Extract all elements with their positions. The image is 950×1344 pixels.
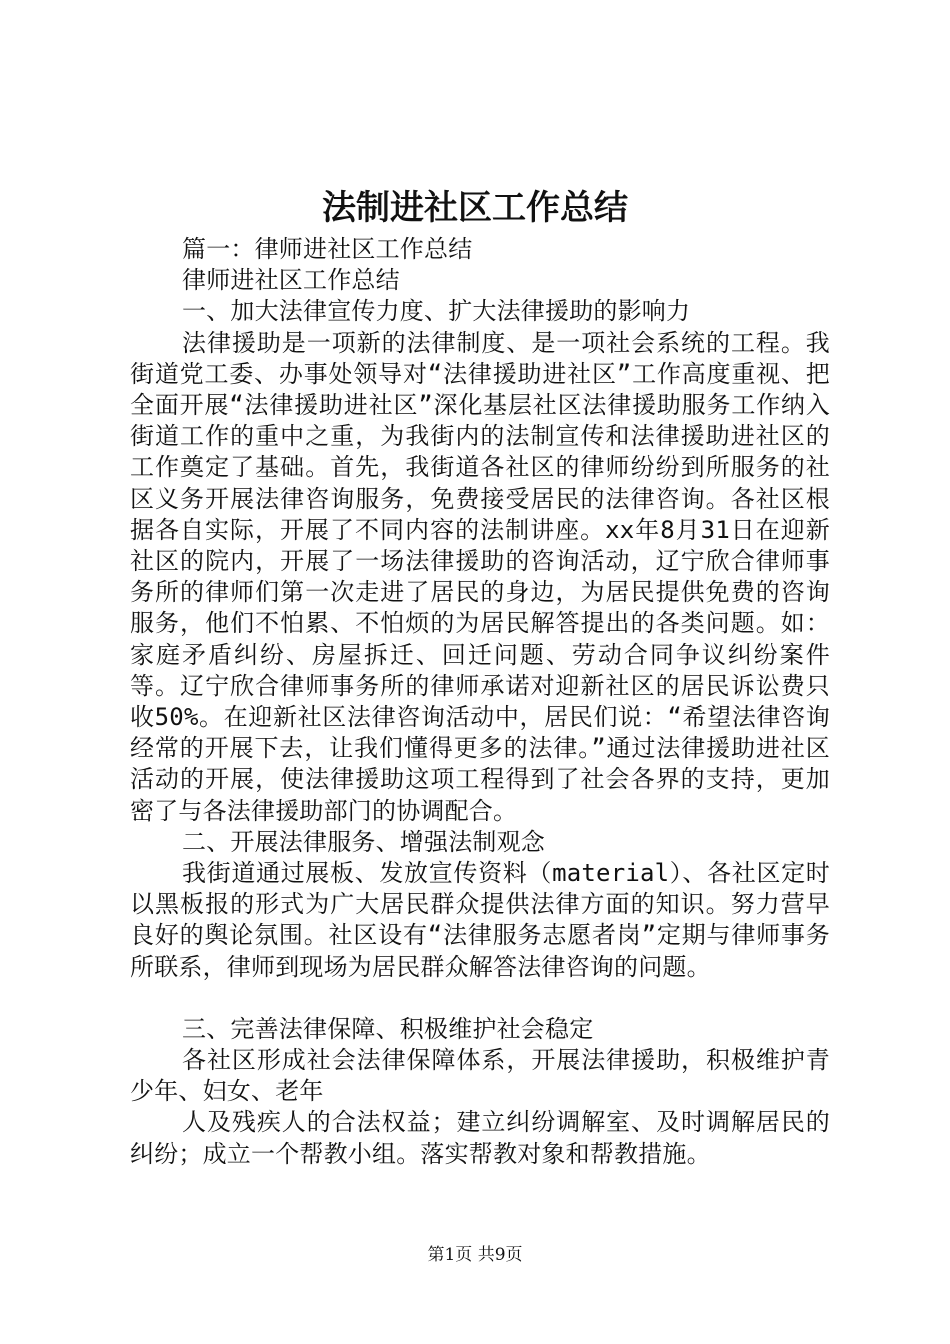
document-body [130,234,830,1170]
body-paragraph: 人及残疾人的合法权益；建立纠纷调解室、及时调解居民的纠纷；成立一个帮教小组。落实帮教对象和帮教措施。 [130,1108,830,1168]
section-heading: 篇一：律师进社区工作总结 [182,235,473,263]
document-title: 法制进社区工作总结 [322,188,628,228]
section-heading: 一、加大法律宣传力度、扩大法律援助的影响力 [182,297,691,326]
body-paragraph: 法律援助是一项新的法律制度、是一项社会系统的工程。我街道党工委、办事处领导对“法律援助进社区”工作高度重视、把全面开展“法律援助进社区”深化基层社区法律援助服务工作纳入街道工作的重中之重，为我街内的法制宣传和法律援助进社区的工作奠定了基础。首先，我街道各社区的律师纷纷到所服务的社区义务开展法律咨询服务，免费接受居民的法律咨询。各社区根据各自实际，开展了不同内容的法制讲座。xx年8月31日在迎新社区的院内，开展了一场法律援助的咨询活动，辽宁欣合律师事务所的律师们第一次走进了居民的身边，为居民提供免费的咨询服务，他们不怕累、不怕烦的为居民解答提出的各类问题。如：家庭矛盾纠纷、房屋拆迁、回迁问题、劳动合同争议纠纷案件等。辽宁欣合律师事务所的律师承诺对迎新社区的居民诉讼费只收50%。在迎新社区法律咨询活动中，居民们说：“希望法律咨询经常的开展下去，让我们懂得更多的法律。”通过法律援助进社区活动的开展，使法律援助这项工程得到了社会各界的支持，更加密了与各法律援助部门的协调配合。 [130,328,830,825]
subtitle: 律师进社区工作总结 [182,266,400,295]
page-footer: 第1页 共9页 [427,1245,523,1265]
paragraph-spacer [130,983,830,1014]
body-paragraph: 各社区形成社会法律保障体系，开展法律援助，积极维护青少年、妇女、老年 [130,1046,830,1106]
body-paragraph: 我街道通过展板、发放宣传资料（material）、各社区定时以黑板报的形式为广大居民群众提供法律方面的知识。努力营早良好的舆论氛围。社区设有“法律服务志愿者岗”定期与律师事务所联系，律师到现场为居民群众解答法律咨询的问题。 [130,859,830,981]
section-heading: 三、完善法律保障、积极维护社会稳定 [182,1014,594,1043]
section-heading: 二、开展法律服务、增强法制观念 [182,827,545,856]
